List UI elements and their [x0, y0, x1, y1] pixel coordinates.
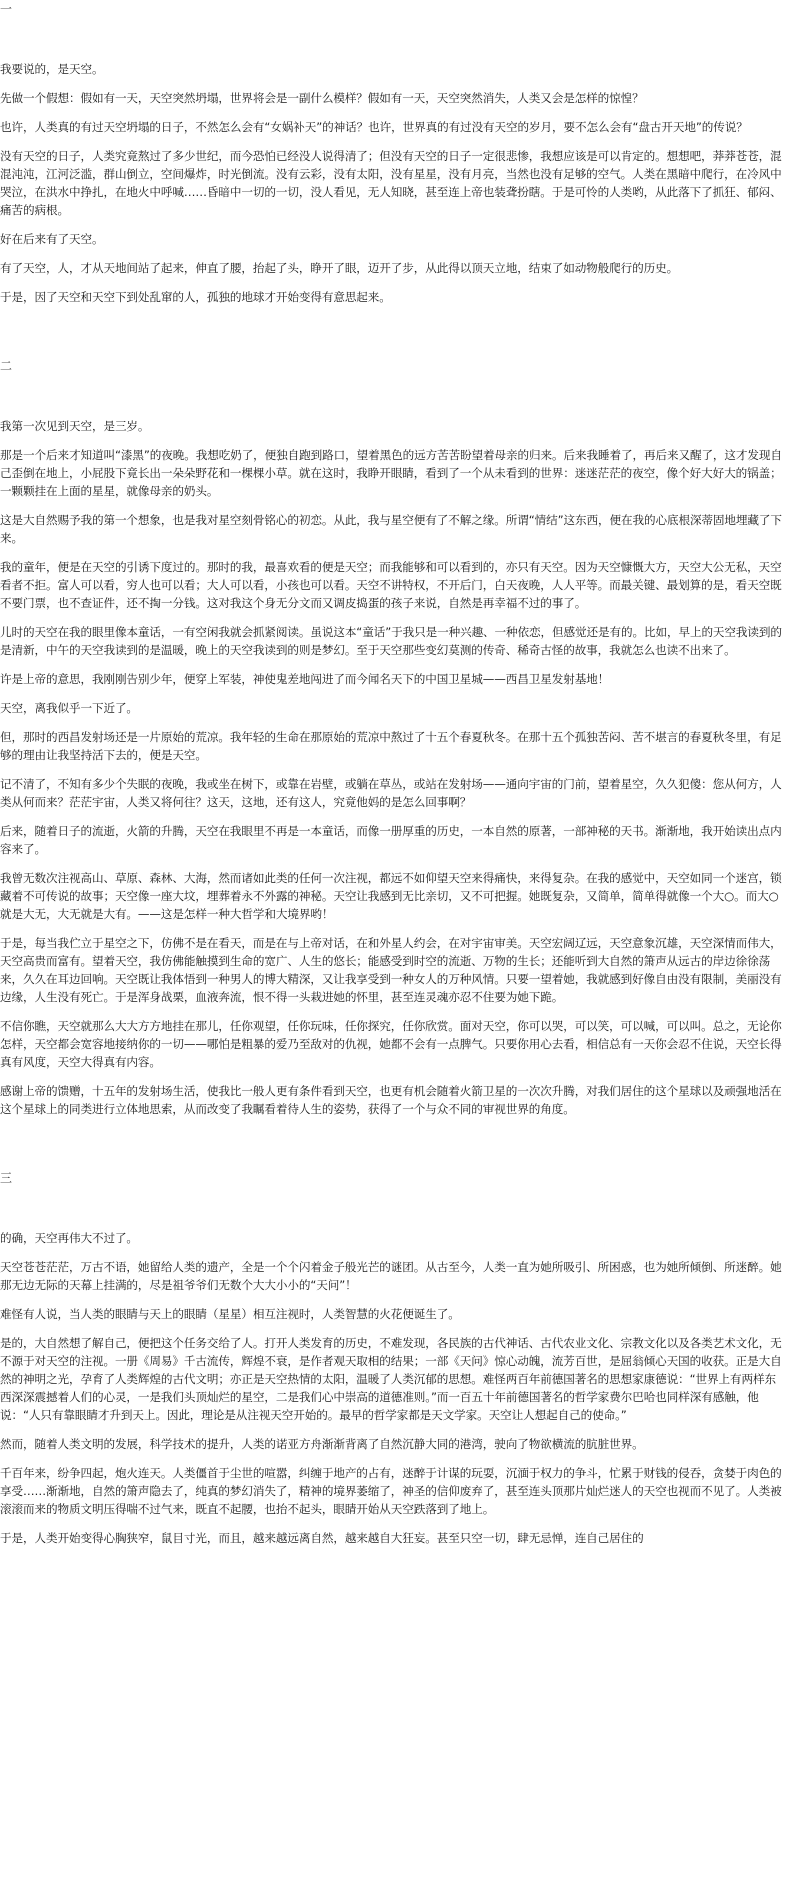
section-spacer [0, 375, 786, 417]
paragraph: 儿时的天空在我的眼里像本童话，一有空闲我就会抓紧阅读。虽说这本“童话”于我只是一种兴趣、一种依恋，但感觉还是有的。比如，早上的天空我读到的是清新，中午的天空我读到的是温暖，晚上的天空我读到的则是梦幻。至于天空那些变幻莫测的传奇、稀奇古怪的故事，我就怎么也读不出来了。 [0, 625, 782, 657]
section-body [0, 417, 786, 1118]
paragraph: 的确，天空再伟大不过了。 [0, 1231, 138, 1245]
article-section [0, 1169, 786, 1547]
paragraph: 感谢上帝的馈赠，十五年的发射场生活，使我比一般人更有条件看到天空，也更有机会随着火箭卫星的一次次升腾，对我们居住的这个星球以及顽强地活在这个星球上的同类进行立体地思索，从而改变了我瞩看着待人生的姿势，获得了一个与众不同的审视世界的角度。 [0, 1084, 782, 1116]
paragraph: 于是，因了天空和天空下到处乱窜的人，孤独的地球才开始变得有意思起来。 [0, 290, 391, 304]
paragraph: 难怪有人说，当人类的眼睛与天上的眼睛（星星）相互注视时，人类智慧的火花便诞生了。 [0, 1307, 460, 1321]
paragraph: 后来，随着日子的流逝，火箭的升腾，天空在我眼里不再是一本童话，而像一册厚重的历史，一本自然的原著，一部神秘的天书。渐渐地，我开始读出点内容来了。 [0, 824, 782, 856]
paragraph: 那是一个后来才知道叫“漆黑”的夜晚。我想吃奶了，便独自跑到路口，望着黑色的远方苦苦盼望着母亲的归来。后来我睡着了，再后来又醒了，这才发现自己歪倒在地上，小屁股下竟长出一朵朵野花和一棵棵小草。就在这时，我睁开眼睛，看到了一个从未看到的世界：迷迷茫茫的夜空，像个好大好大的锅盖；一颗颗挂在上面的星星，就像母亲的奶头。 [0, 448, 782, 498]
section-number: 一 [0, 2, 13, 16]
paragraph: 记不清了，不知有多少个失眠的夜晚，我或坐在树下，或靠在岩壁，或躺在草丛，或站在发射场——通向宇宙的门前，望着星空，久久犯傻：您从何方，人类从何而来？茫茫宇宙，人类又将何往？这天，这地，还有这人，究竟他妈的是怎么回事啊？ [0, 777, 782, 809]
section-number: 二 [0, 359, 13, 373]
paragraph: 先做一个假想：假如有一天，天空突然坍塌，世界将会是一副什么模样？假如有一天，天空突然消失，人类又会是怎样的惊惶？ [0, 91, 644, 105]
paragraph: 我曾无数次注视高山、草原、森林、大海，然而诸如此类的任何一次注视，都远不如仰望天空来得痛快，来得复杂。在我的感觉中，天空如同一个迷宫，锁藏着不可传说的故事；天空像一座大坟，埋葬着永不外露的神秘。天空让我感到无比亲切，又不可把握。她既复杂，又简单，简单得就像一个大○。而大○就是大无，大无就是大有。——这是怎样一种大哲学和大境界哟！ [0, 871, 782, 921]
paragraph: 于是，每当我伫立于星空之下，仿佛不是在看天，而是在与上帝对话，在和外星人约会，在对宇宙审美。天空宏阔辽远，天空意象沉雄，天空深情而伟大，天空高贵而富有。望着天空，我仿佛能触摸到生命的宽广、人生的悠长；能感受到时空的流逝、万物的生长；还能听到大自然的箫声从远古的岸边徐徐荡来，久久在耳边回响。天空既让我体悟到一种男人的博大精深，又让我享受到一种女人的万种风情。只要一望着她，我就感到好像自由没有限制，美丽没有边缘，人生没有死亡。于是浑身战栗，血液奔流，恨不得一头栽进她的怀里，甚至连灵魂亦忍不住要为她下跪。 [0, 936, 782, 1004]
paragraph: 然而，随着人类文明的发展，科学技术的提升，人类的诺亚方舟渐渐背离了自然沉静大同的港湾，驶向了物欲横流的肮脏世界。 [0, 1437, 644, 1451]
section-body [0, 60, 786, 306]
paragraph: 我的童年，便是在天空的引诱下度过的。那时的我，最喜欢看的便是天空；而我能够和可以看到的，亦只有天空。因为天空慷慨大方，天空大公无私，天空看者不拒。富人可以看，穷人也可以看；大人可以看，小孩也可以看。天空不讲特权，不开后门，白天夜晚，人人平等。而最关键、最划算的是，看天空既不要门票，也不查证件，还不掏一分钱。这对我这个身无分文而又调皮捣蛋的孩子来说，自然是再幸福不过的事了。 [0, 560, 782, 610]
paragraph: 不信你瞧，天空就那么大大方方地挂在那儿，任你观望，任你玩味，任你探究，任你欣赏。面对天空，你可以哭，可以笑，可以喊，可以叫。总之，无论你怎样，天空都会宽容地接纳你的一切——哪怕是粗暴的爱乃至敌对的仇视，她都不会有一点脾气。只要你用心去看，相信总有一天你会忍不住说，天空长得真有风度，天空大得真有内容。 [0, 1019, 782, 1069]
section-spacer [0, 1118, 786, 1169]
section-spacer [0, 306, 786, 357]
paragraph: 我要说的，是天空。 [0, 62, 104, 76]
paragraph: 也许，人类真的有过天空坍塌的日子，不然怎么会有“女娲补天”的神话？也许，世界真的有过没有天空的岁月，要不怎么会有“盘古开天地”的传说？ [0, 120, 748, 134]
section-spacer [0, 18, 786, 60]
paragraph: 许是上帝的意思，我刚刚告别少年，便穿上军装，神使鬼差地闯进了而今闻名天下的中国卫星城——西昌卫星发射基地！ [0, 672, 610, 686]
paragraph: 但，那时的西昌发射场还是一片原始的荒凉。我年轻的生命在那原始的荒凉中熬过了十五个春夏秋冬。在那十五个孤独苦闷、苦不堪言的春夏秋冬里，有足够的理由让我坚持活下去的，便是天空。 [0, 730, 782, 762]
paragraph: 天空苍苍茫茫，万古不语，她留给人类的遗产，全是一个个闪着金子般光芒的谜团。从古至今，人类一直为她所吸引、所困惑，也为她所倾倒、所迷醉。她那无边无际的天幕上挂满的，尽是祖爷爷们无数个大大小小的“天问”！ [0, 1260, 782, 1292]
paragraph: 于是，人类开始变得心胸狭窄，鼠目寸光，而且，越来越远离自然，越来越自大狂妄。甚至只空一切，肆无忌惮，连自己居住的 [0, 1531, 644, 1545]
paragraph: 是的，大自然想了解自己，便把这个任务交给了人。打开人类发育的历史，不难发现，各民族的古代神话、古代农业文化、宗教文化以及各类艺术文化，无不源于对天空的注视。一册《周易》千古流传，辉煌不衰，是作者观天取相的结果；一部《天问》惊心动魄，流芳百世，是屈翁倾心天国的收获。正是大自然的神明之光，孕育了人类辉煌的古代文明；亦正是天空热情的太阳，温暖了人类沉郁的思想。难怪两百年前德国著名的思想家康德说：“世界上有两样东西深深震撼着人们的心灵，一是我们头顶灿烂的星空，二是我们心中崇高的道德准则。”而一百五十年前德国著名的哲学家费尔巴哈也同样深有感触，他说：“人只有靠眼睛才升到天上。因此，理论是从注视天空开始的。最早的哲学家都是天文学家。天空让人想起自己的使命。” [0, 1336, 782, 1422]
paragraph: 天空，离我似乎一下近了。 [0, 701, 138, 715]
paragraph: 有了天空，人，才从天地间站了起来，伸直了腰，抬起了头，睁开了眼，迈开了步，从此得以顶天立地，结束了如动物般爬行的历史。 [0, 261, 679, 275]
paragraph: 这是大自然赐予我的第一个想象，也是我对星空刻骨铭心的初恋。从此，我与星空便有了不解之缘。所谓“情结”这东西，便在我的心底根深蒂固地埋藏了下来。 [0, 513, 782, 545]
paragraph: 好在后来有了天空。 [0, 232, 104, 246]
section-body [0, 1229, 786, 1547]
section-spacer [0, 1187, 786, 1229]
article-section [0, 357, 786, 1169]
section-number: 三 [0, 1171, 13, 1185]
article-section [0, 0, 786, 357]
paragraph: 我第一次见到天空，是三岁。 [0, 419, 150, 433]
paragraph: 没有天空的日子，人类究竟熬过了多少世纪，而今恐怕已经没人说得清了；但没有天空的日子一定很悲惨，我想应该是可以肯定的。想想吧，莽莽苍苍，混混沌沌，江河泛滥，群山倒立，空间爆炸，时光倒流。没有云彩，没有太阳，没有星星，没有月亮，当然也没有足够的空气。人类在黑暗中爬行，在冷风中哭泣，在洪水中挣扎，在地火中呼喊……昏暗中一切的一切，没人看见，无人知晓，甚至连上帝也装聋扮瞎。于是可怜的人类哟，从此落下了抓狂、郁闷、痛苦的病根。 [0, 149, 782, 217]
paragraph: 千百年来，纷争四起，炮火连天。人类僵首于尘世的喧嚣，纠缠于地产的占有，迷醉于计谋的玩耍，沉湎于权力的争斗，忙累于财钱的侵吞，贪婪于肉色的享受……渐渐地，自然的箫声隐去了，纯真的梦幻消失了，精神的境界萎缩了，神圣的信仰废弃了，甚至连头顶那片灿烂迷人的天空也视而不见了。人类被滚滚而来的物质文明压得喘不过气来，既直不起腰，也抬不起头，眼睛开始从天空跌落到了地上。 [0, 1466, 782, 1516]
